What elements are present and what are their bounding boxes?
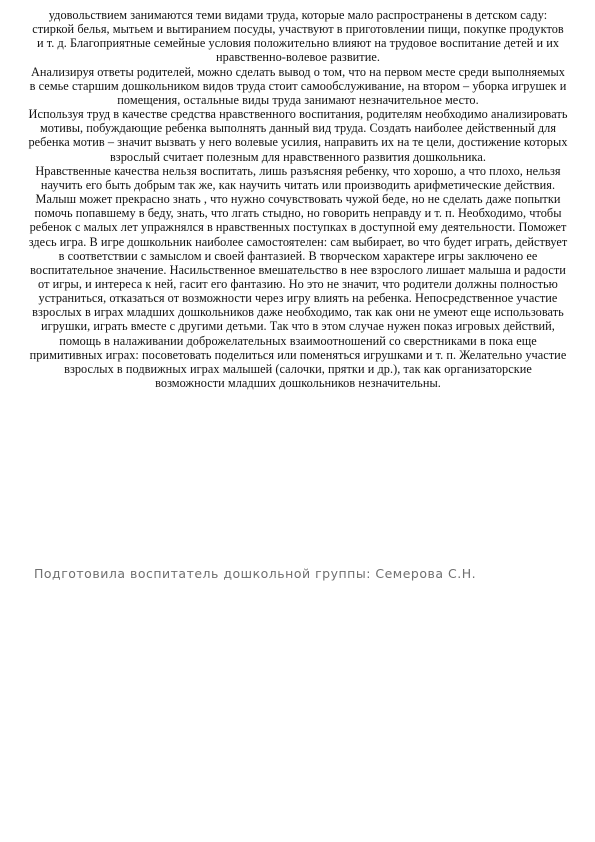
author-signature: Подготовила воспитатель дошкольной группы: Семерова С.Н. [34,566,477,581]
paragraph-family-labor: удовольствием занимаются теми видами труда, которые мало распространены в детском саду: стиркой белья, мытьем и вытиранием посуды, участвуют в приготовлении пищи, покупке продуктов и т. д. Благоприятные семейные условия положительно влияют на трудовое воспитание детей и их нравственно-волевое развитие. [32,8,564,65]
document-body [28,8,568,390]
paragraph-labor-motives: Используя труд в качестве средства нравственного воспитания, родителям необходимо анализировать мотивы, побуждающие ребенка выполнять данный вид труда. Создать наиболее действенный для ребенка мотив – значит вызвать у него волевые усилия, направить их на те цели, достижение которых взрослый считает полезным для нравственного развития дошкольника. [28,107,568,164]
paragraph-survey-analysis: Анализируя ответы родителей, можно сделать вывод о том, что на первом месте среди выполняемых в семье старшим дошкольником видов труда стоит самообслуживание, на втором – уборка игрушек и помещения, остальные виды труда занимают незначительное место. [29,64,567,107]
paragraph-moral-qualities-play: Нравственные качества нельзя воспитать, лишь разъясняя ребенку, что хорошо, а что плохо, нельзя научить его быть добрым так же, как научить читать или производить арифметические действия. Малыш может прекрасно знать , что нужно сочувствовать чужой беде, но не сделать даже попытки помочь попавшему в беду, знать, что лгать стыдно, но говорить неправду и т. п. Необходимо, чтобы ребенок с малых лет упражнялся в нравственных поступках в доступной ему деятельности. Поможет здесь игра. В игре дошкольник наиболее самостоятелен: сам выбирает, во что будет играть, действует в соответствии с замыслом и своей фантазией. В творческом характере игры заключено ее воспитательное значение. Насильственное вмешательство в нее взрослого лишает малыша и радости от игры, и интереса к ней, гасит его фантазию. Но это не значит, что родители должны полностью устраниться, отказаться от возможности через игру влиять на ребенка. Непосредственное участие взрослых в играх младших дошкольников даже необходимо, так как они не умеют еще использовать игрушки, играть вместе с другими детьми. Так что в этом случае нужен показ игровых действий, помощь в налаживании доброжелательных взаимоотношений со сверстниками в пока еще примитивных играх: посоветовать поделиться или поменяться игрушками и т. п. Желательно участие взрослых в подвижных играх малышей (салочки, прятки и др.), так как организаторские возможности младших дошкольников незначительны. [28,163,568,391]
